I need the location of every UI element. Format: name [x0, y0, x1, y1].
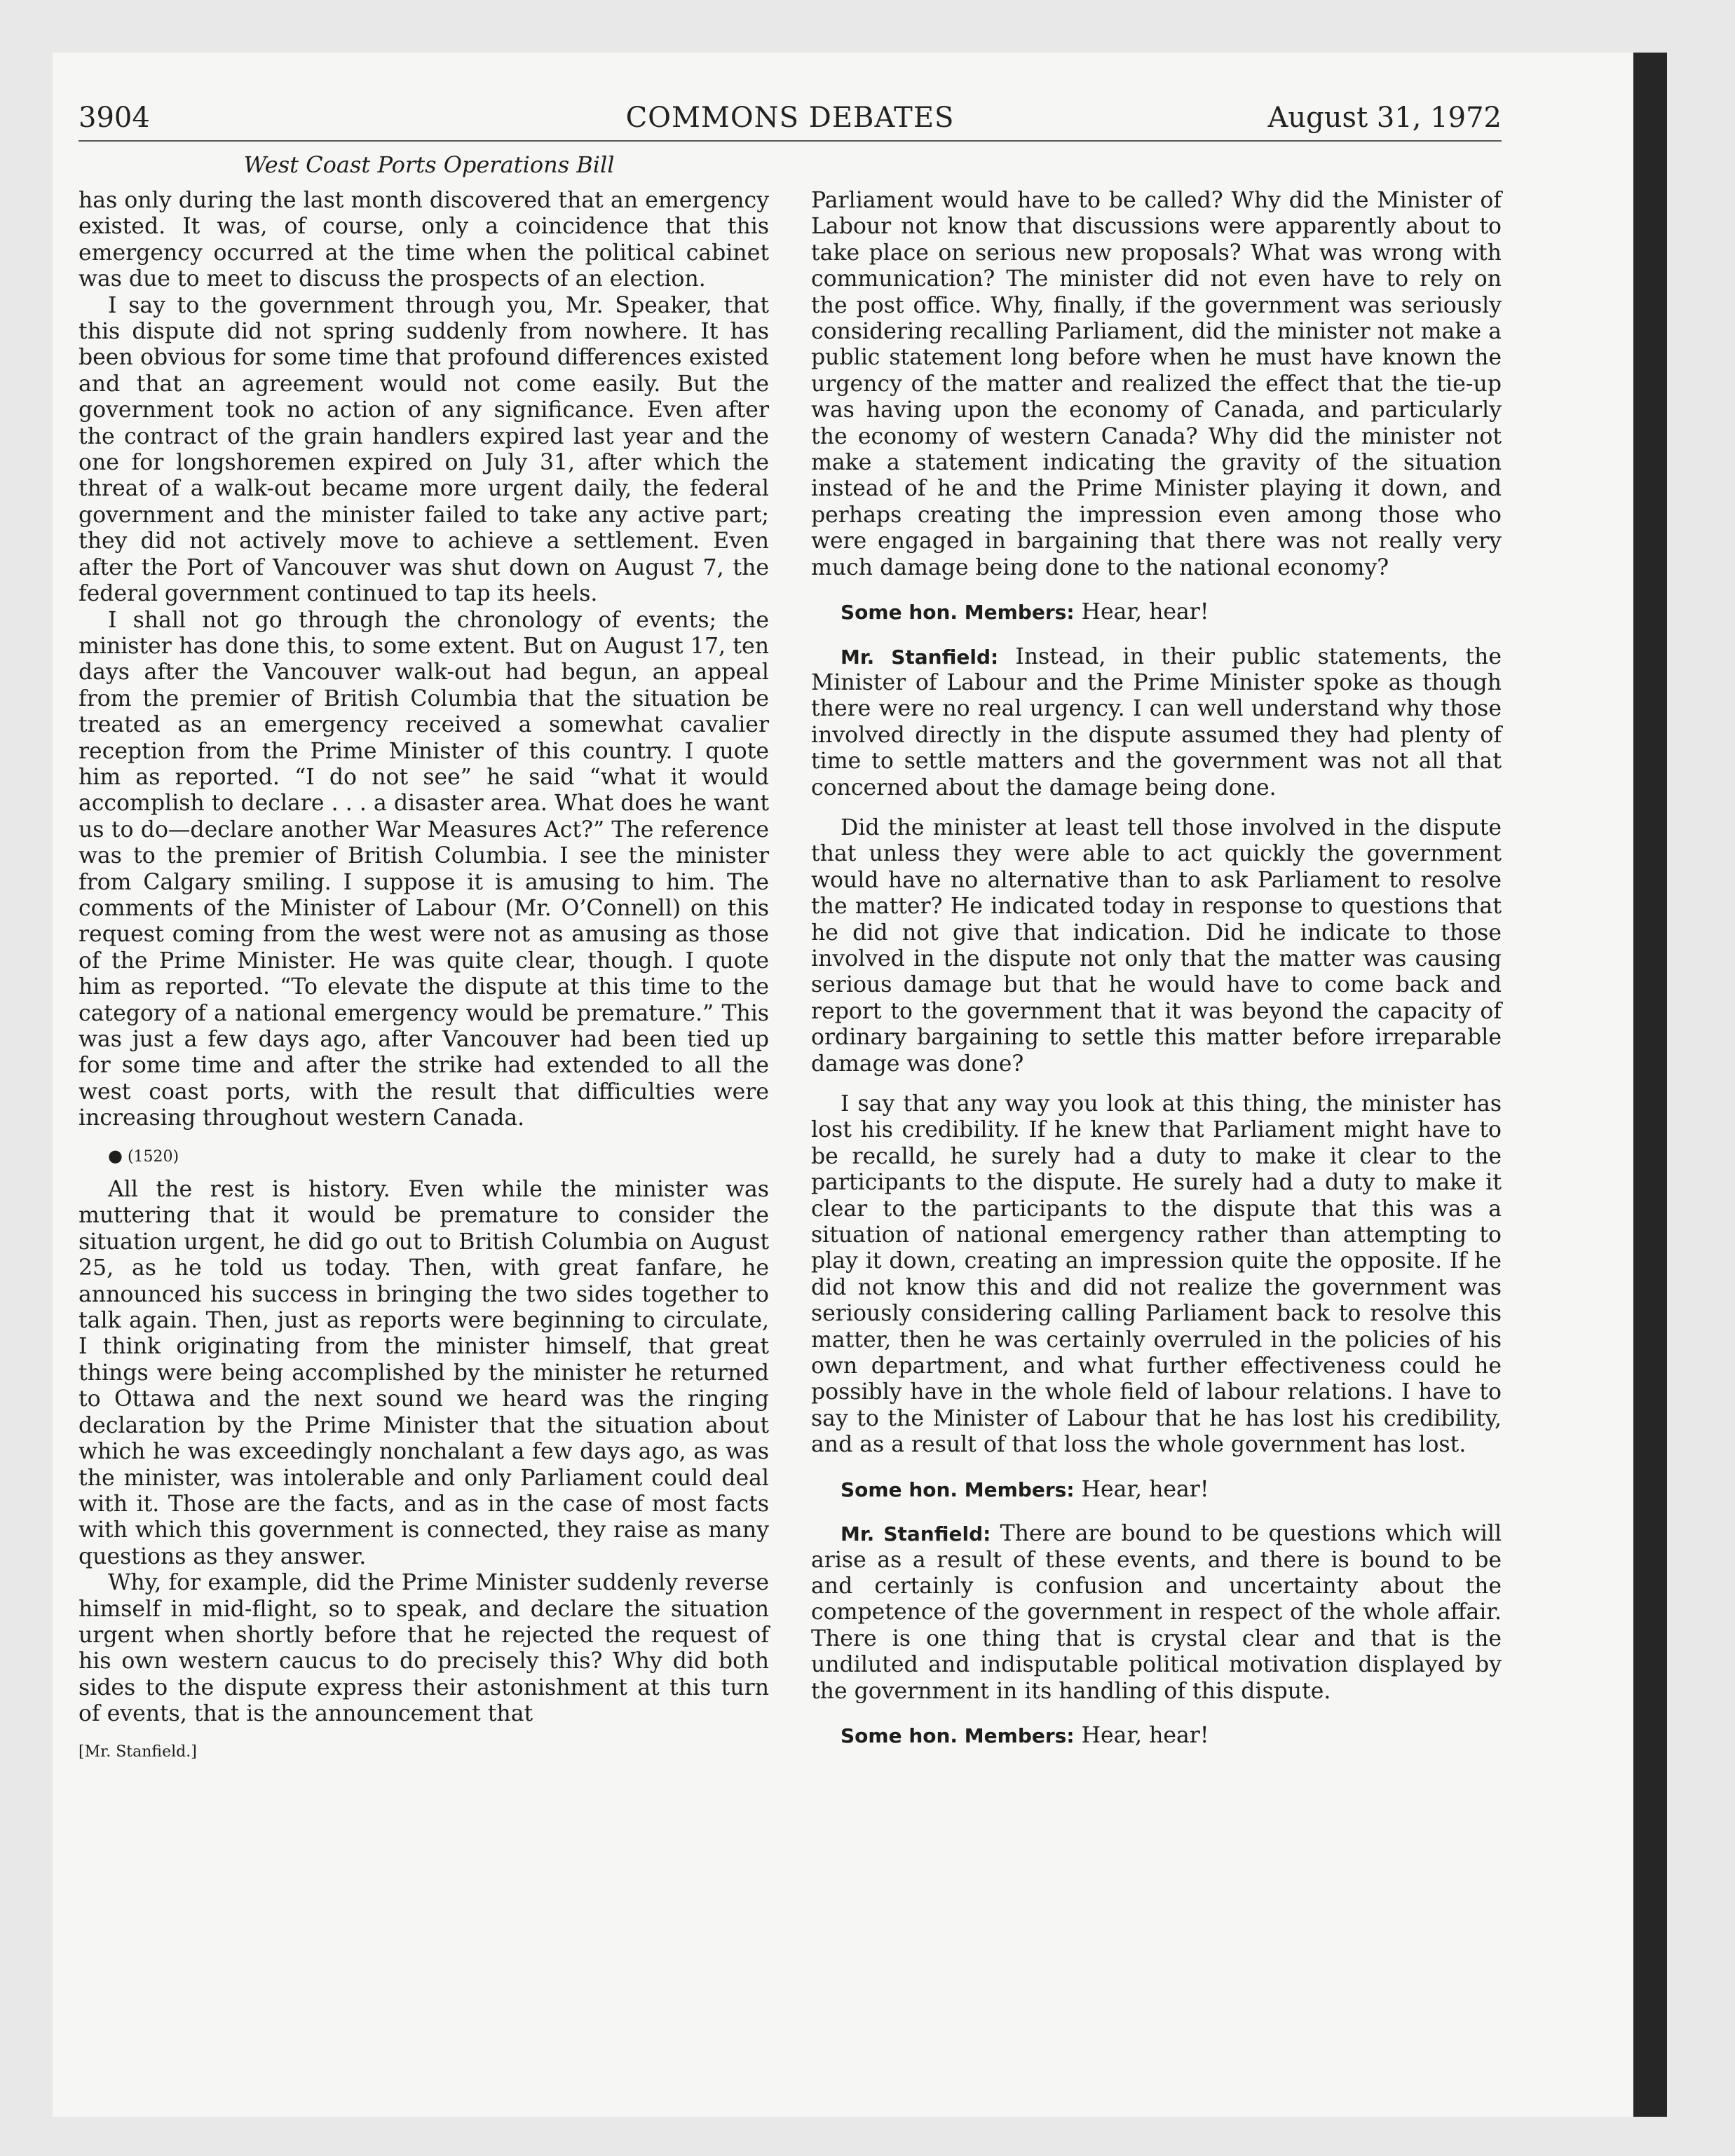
paragraph: I say to the government through you, Mr. Speaker, that this dispute did not spring suddenly from nowhere. It has been obvious for some time that profound differences existed and that an agreement would not come easily. But the government took no action of any significance. Even after the contract of the grain handlers expired last year and the one for longshoremen expired on July 31, after which the threat of a walk-out became more urgent daily, the federal government and the minister failed to take any active part; they did not actively move to achieve a settlement. Even after the Port of Vancouver was shut down on August 7, the federal government continued to tap its heels. — [79, 292, 769, 607]
paragraph: All the rest is history. Even while the minister was muttering that it would be premature to consider the situation urgent, he did go out to British Columbia on August 25, as he told us today. Then, with great fanfare, he announced his success in bringing the two sides together to talk again. Then, just as reports were beginning to circulate, I think originating from the minister himself, that great things were being accomplished by the minister he returned to Ottawa and the next sound we heard was the ringing declaration by the Prime Minister that the situation about which he was exceedingly nonchalant a few days ago, as was the minister, was intolerable and only Parliament could deal with it. Those are the facts, and as in the case of most facts with which this government is connected, they raise as many questions as they answer. — [79, 1177, 769, 1569]
page-binding-edge — [1633, 53, 1667, 2117]
paragraph: I shall not go through the chronology of events; the minister has done this, to some extent. But on August 17, ten days after the Vancouver walk-out had begun, an appeal from the premier of British Columbia that the situation be treated as an emergency received a somewhat cavalier reception from the Prime Minister of this country. I quote him as reported. “I do not see” he said “what it would accomplish to declare . . . a disaster area. What does he want us to do—declare another War Measures Act?” The reference was to the premier of British Columbia. I see the minister from Calgary smiling. I suppose it is amusing to him. The comments of the Minister of Labour (Mr. O’Connell) on this request coming from the west were not as amusing as those of the Prime Minister. He was quite clear, though. I quote him as reported. “To elevate the dispute at this time to the category of a national emergency would be premature.” This was just a few days ago, after Vancouver had been tied up for some time and after the strike had extended to all the west coast ports, with the result that difficulties were increasing throughout western Canada. — [79, 607, 769, 1131]
interjection — [811, 1723, 1502, 1749]
speech — [811, 644, 1502, 801]
paragraph: Did the minister at least tell those involved in the dispute that unless they were able to act quickly the government would have no alternative than to ask Parliament to resolve the matter? He indicated today in response to questions that he did not give that indication. Did he indicate to those involved in the dispute not only that the matter was causing serious damage but that he would have to come back and report to the government that it was beyond the capacity of ordinary bargaining to settle this matter before irreparable damage was done? — [811, 814, 1502, 1077]
speech-text: There are bound to be questions which will arise as a result of these events, and there is bound to be and certainly is confusion and uncertainty about the competence of the government in respect of the whole affair. There is one thing that is crystal clear and that is the undiluted and indisputable political motivation displayed by the government in its handling of this dispute. — [811, 1521, 1502, 1704]
paragraph: has only during the last month discovered that an emergency existed. It was, of course, only a coincidence that this emergency occurred at the time when the political cabinet was due to meet to discuss the prospects of an election. — [79, 188, 769, 292]
speaker-name: Mr. Stanfield: — [841, 1522, 991, 1546]
paragraph: I say that any way you look at this thing, the minister has lost his credibility. If he knew that Parliament might have to be recalld, he surely had a duty to make it clear to the participants to the dispute. He surely had a duty to make it clear to the participants to the dispute that this was a situation of national emergency rather than attempting to play it down, creating an impression quite the opposite. If he did not know this and did not realize the government was seriously considering calling Parliament back to resolve this matter, then he was certainly overruled in the policies of his own department, and what further effectiveness could he possibly have in the whole field of labour relations. I have to say to the Minister of Labour that he has lost his credibility, and as a result of that loss the whole government has lost. — [811, 1091, 1502, 1458]
footer-speaker-note: [Mr. Stanfield.] — [79, 1742, 197, 1761]
publication-date: August 31, 1972 — [1267, 102, 1502, 134]
page-number: 3904 — [79, 102, 150, 134]
interjection — [811, 1477, 1502, 1503]
interjection-text: Hear, hear! — [1081, 1476, 1209, 1502]
paragraph: Parliament would have to be called? Why did the Minister of Labour not know that discussions were apparently about to take place on serious new proposals? What was wrong with communication? The minister did not even have to rely on the post office. Why, finally, if the government was seriously considering recalling Parliament, did the minister not make a public statement long before when he must have known the urgency of the matter and realized the effect that the tie-up was having upon the economy of Canada, and particularly the economy of western Canada? Why did the minister not make a statement indicating the gravity of the situation instead of he and the Prime Minister playing it down, and perhaps creating the impression even among those who were engaged in bargaining that there was not really very much damage being done to the national economy? — [811, 188, 1502, 580]
page-header — [79, 98, 1502, 142]
speaker-name: Some hon. Members: — [841, 1724, 1075, 1747]
speaker-name: Mr. Stanfield: — [841, 645, 999, 669]
speech — [811, 1521, 1502, 1705]
bullet-icon: ● — [108, 1145, 123, 1166]
publication-title: COMMONS DEBATES — [625, 102, 955, 134]
time-marker — [79, 1143, 769, 1170]
speaker-name: Some hon. Members: — [841, 601, 1075, 625]
interjection-text: Hear, hear! — [1081, 1722, 1209, 1748]
interjection — [811, 599, 1502, 625]
speech-text: Instead, in their public statements, the Minister of Labour and the Prime Minister spoke as though there were no real urgency. I can well understand why those involved directly in the dispute assumed they had plenty of time to settle matters and the government was not all that concerned about the damage being done. — [811, 643, 1502, 800]
time-marker-text: (1520) — [127, 1147, 179, 1166]
left-column — [79, 188, 769, 1765]
interjection-text: Hear, hear! — [1081, 599, 1209, 625]
right-column — [811, 188, 1502, 1749]
bill-subheading: West Coast Ports Operations Bill — [243, 151, 615, 178]
speaker-name: Some hon. Members: — [841, 1478, 1075, 1501]
paragraph: Why, for example, did the Prime Minister suddenly reverse himself in mid-flight, so to speak, and declare the situation urgent when shortly before that he rejected the request of his own western caucus to do precisely this? Why did both sides to the dispute express their astonishment at this turn of events, that is the announcement that — [79, 1570, 769, 1727]
